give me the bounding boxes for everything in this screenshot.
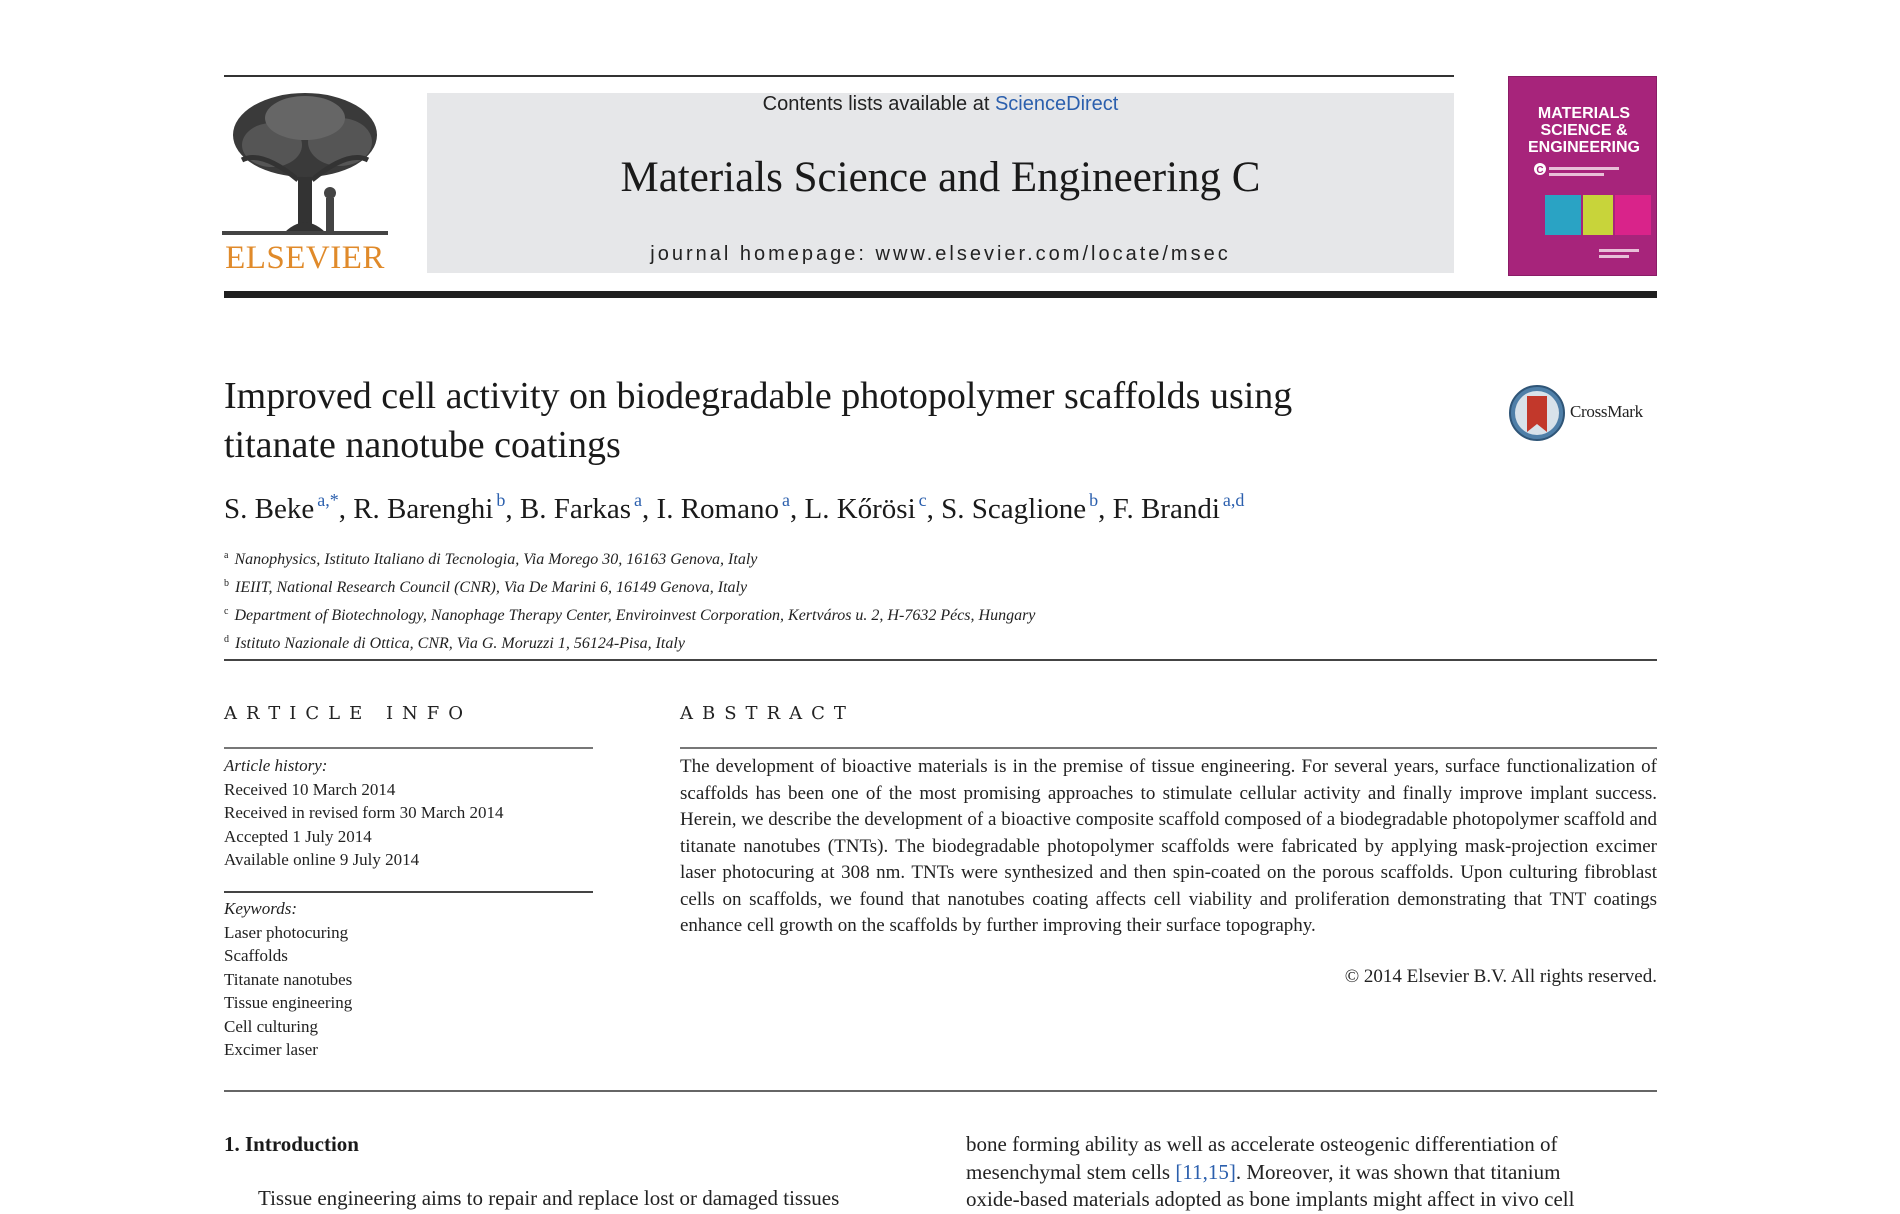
article-info-heading: ARTICLE INFO xyxy=(224,703,473,724)
intro-right-line xyxy=(966,1159,1657,1187)
keyword-item: Excimer laser xyxy=(224,1040,318,1059)
copyright-notice: © 2014 Elsevier B.V. All rights reserved. xyxy=(1344,966,1657,987)
intro-left-column-text: Tissue engineering aims to repair and replace lost or damaged tissues xyxy=(258,1186,840,1210)
author-name[interactable]: R. Barenghi xyxy=(353,493,494,525)
affiliation-item xyxy=(224,600,1454,628)
section-divider xyxy=(224,659,1657,661)
author-affiliation-mark[interactable]: a,* xyxy=(317,490,339,510)
intro-right-line: oxide-based materials adopted as bone implants might affect in vivo cell xyxy=(966,1187,1575,1211)
keyword-item: Tissue engineering xyxy=(224,993,353,1012)
history-label: Article history: xyxy=(224,756,328,775)
abstract-heading: ABSTRACT xyxy=(680,703,855,724)
elsevier-tree-icon xyxy=(222,90,388,240)
author-name[interactable]: B. Farkas xyxy=(519,493,632,525)
journal-banner xyxy=(427,93,1454,273)
affiliation-item xyxy=(224,544,1454,572)
elsevier-wordmark: ELSEVIER xyxy=(225,240,385,276)
abstract-rule xyxy=(680,747,1657,749)
elsevier-logo[interactable] xyxy=(222,90,388,278)
header-bottom-rule xyxy=(224,291,1657,298)
intro-right-line: bone forming ability as well as accelerate osteogenic differentiation of xyxy=(966,1132,1558,1156)
journal-cover-thumbnail[interactable] xyxy=(1508,76,1657,276)
affiliation-mark: b xyxy=(224,578,229,589)
introduction-heading: 1. Introduction xyxy=(224,1132,359,1156)
keywords-label: Keywords: xyxy=(224,899,298,918)
affiliation-mark: c xyxy=(224,606,229,617)
author-affiliation-mark[interactable]: a,d xyxy=(1222,490,1245,510)
cover-letter: C xyxy=(1536,165,1544,176)
crossmark-icon xyxy=(1508,384,1566,442)
citation-link[interactable]: [11,15] xyxy=(1175,1159,1236,1184)
intro-text-fragment: . Moreover, it was shown that titanium xyxy=(1235,1159,1561,1184)
keywords-rule xyxy=(224,891,593,893)
author-affiliation-mark[interactable]: b xyxy=(1089,490,1099,510)
history-item: Available online 9 July 2014 xyxy=(224,850,420,869)
affiliations xyxy=(224,544,1454,656)
journal-name: Materials Science and Engineering C xyxy=(620,154,1261,201)
affiliation-text: Istituto Nazionale di Ottica, CNR, Via G. Moruzzi 1, 56124-Pisa, Italy xyxy=(235,635,685,652)
sciencedirect-link[interactable]: ScienceDirect xyxy=(994,93,1119,115)
affiliation-item xyxy=(224,628,1454,656)
intro-text-fragment: mesenchymal stem cells xyxy=(966,1159,1176,1184)
history-item: Received in revised form 30 March 2014 xyxy=(224,803,504,822)
keywords xyxy=(224,897,593,1062)
crossmark-label: CrossMark xyxy=(1570,402,1643,421)
affiliation-text: Department of Biotechnology, Nanophage Therapy Center, Enviroinvest Corporation, Kertváros u. 2, H-7632 Pécs, Hungary xyxy=(234,607,1036,624)
author-affiliation-mark[interactable]: c xyxy=(918,490,927,510)
author-name[interactable]: I. Romano xyxy=(656,493,779,525)
intro-right-column-text xyxy=(966,1131,1657,1214)
cover-title: MATERIALS SCIENCE & ENGINEERING xyxy=(1527,105,1640,156)
author-list: S. Beke $^{a,*}$, R. Barenghi $^b$, B. Farkas $^a$, I. Romano $^a$, L. Kőrösi $^c$, S. Scaglione $^b$, F. Brandi $^{a,d}$ xyxy=(224,490,1245,525)
keyword-item: Titanate nanotubes xyxy=(224,969,353,989)
keyword-item: Cell culturing xyxy=(224,1016,318,1036)
cover-art-icon xyxy=(1509,77,1657,276)
author-affiliation-mark[interactable]: a xyxy=(634,490,643,510)
affiliation-item xyxy=(224,572,1454,600)
author-affiliation-mark[interactable]: a xyxy=(781,490,790,510)
front-matter-bottom-rule xyxy=(224,1090,1657,1092)
crossmark-badge[interactable] xyxy=(1508,384,1658,444)
abstract-text: The development of bioactive materials is in the premise of tissue engineering. For several years, surface functionalization of scaffolds has been one of the most promising approaches to stimulate cellular activity and finally improve implant success. Herein, we describe the development of a bioactive composite scaffold composed of a biodegradable photopolymer scaffold and titanate nanotubes (TNTs). The biodegradable photopolymer scaffolds were fabricated by applying mask-projection excimer laser photocuring at 308 nm. TNTs were synthesized and then spin-coated on the porous scaffolds. Upon culturing fibroblast cells on scaffolds, we found that nanotubes coating affects cell viability and proliferation demonstrating that TNT coatings enhance cell growth on the scaffolds by further improving their surface topography. xyxy=(680,756,1657,936)
journal-homepage[interactable]: journal homepage: www.elsevier.com/locate/msec xyxy=(650,243,1231,265)
keyword-item: Laser photocuring xyxy=(224,922,349,942)
author-name[interactable]: S. Scaglione xyxy=(941,493,1087,525)
history-item: Accepted 1 July 2014 xyxy=(224,826,372,846)
article-info-rule xyxy=(224,747,593,749)
article-title: Improved cell activity on biodegradable photopolymer scaffolds using titanate nanotube coatings xyxy=(224,375,1293,466)
affiliation-mark: a xyxy=(224,550,229,561)
header-top-rule xyxy=(224,75,1454,77)
affiliation-text: IEIIT, National Research Council (CNR), Via De Marini 6, 16149 Genova, Italy xyxy=(235,579,748,596)
author-name[interactable]: S. Beke xyxy=(224,493,315,525)
author-affiliation-mark[interactable]: b xyxy=(496,490,506,510)
history-item: Received 10 March 2014 xyxy=(224,779,396,799)
contents-available-line xyxy=(427,93,1454,116)
author-name[interactable]: F. Brandi xyxy=(1112,493,1220,525)
contents-prefix: Contents lists available at xyxy=(762,93,995,115)
article-history xyxy=(224,754,593,872)
affiliation-mark: d xyxy=(224,634,229,645)
keyword-item: Scaffolds xyxy=(224,946,288,965)
author-name[interactable]: L. Kőrösi xyxy=(804,493,916,525)
affiliation-text: Nanophysics, Istituto Italiano di Tecnologia, Via Morego 30, 16163 Genova, Italy xyxy=(234,551,758,568)
